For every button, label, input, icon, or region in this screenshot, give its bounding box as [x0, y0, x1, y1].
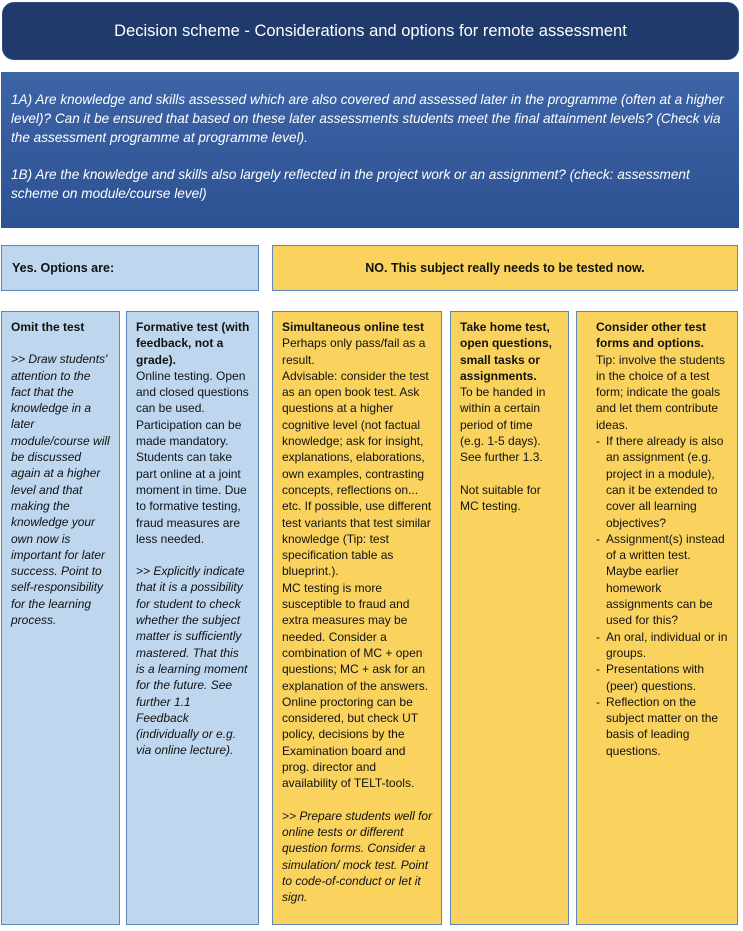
- simultaneous-body-2: Advisable: consider the test as an open book test. Ask questions at a higher cognitive level (not factual knowledge; ask for insight, explanations, elaborations, own examples, contrasting concepts, reflections on... etc. If possible, use different test variants that test similar knowledge (Tip: test specification table as blueprint.).: [282, 368, 432, 579]
- other-tip: Tip: involve the students in the choice of a test form; indicate the goals and let them contribute ideas.: [596, 352, 725, 432]
- other-options-list: [596, 433, 729, 759]
- list-item: - If there already is also an assignment (e.g. project in a module), can it be extended to cover all learning objectives?: [596, 433, 729, 531]
- question-1b: 1B) Are the knowledge and skills also largely reflected in the project work or an assignment? (check: assessment scheme on module/course level): [11, 167, 690, 201]
- question-1a: 1A) Are knowledge and skills assessed which are also covered and assessed later in the programme (often at a higher level)? Can it be ensured that based on these later assessments students meet the final attainment levels? (Check via the assessment programme at programme level).: [11, 92, 724, 145]
- questions-panel: [1, 72, 739, 228]
- yes-header: [1, 245, 259, 291]
- yes-header-label: Yes. Options are:: [12, 261, 115, 275]
- option-formative-test: [126, 311, 259, 925]
- option-take-home-test: [450, 311, 569, 925]
- omit-body: >> Draw students' attention to the fact that the knowledge in a later module/course will be discussed again at a higher level and that making the knowledge your own now is important for later success. Point to self-responsibility for the learning process.: [11, 352, 110, 628]
- list-item: - Reflection on the subject matter on the basis of leading questions.: [596, 694, 729, 759]
- option-omit-test: [1, 311, 120, 925]
- takehome-heading: Take home test, open questions, small tasks or assignments.: [460, 320, 553, 383]
- simultaneous-body-4: Online proctoring can be considered, but check UT policy, decisions by the Examination board and prog. director and availability of TELT-tools.: [282, 694, 418, 791]
- simultaneous-body-3: MC testing is more susceptible to fraud and extra measures may be needed. Consider a combination of MC + open questions; MC + ask for an explanation of the answers.: [282, 580, 429, 693]
- list-item: - Assignment(s) instead of a written test. Maybe earlier homework assignments can be used for this?: [596, 531, 729, 629]
- formative-tip: >> Explicitly indicate that it is a possibility for student to check whether the subject matter is sufficiently mastered. That this is a learning moment for the future. See further 1.1: [136, 564, 248, 709]
- option-simultaneous-online-test: [272, 311, 442, 925]
- list-item: - Presentations with (peer) questions.: [596, 661, 729, 694]
- formative-heading: Formative test (with feedback, not a grade).: [136, 320, 250, 367]
- takehome-body: To be handed in within a certain period of time (e.g. 1-5 days). See further 1.3.: [460, 385, 546, 465]
- simultaneous-body-1: Perhaps only pass/fail as a result.: [282, 336, 426, 367]
- simultaneous-tip: >> Prepare students well for online tests or different question forms. Consider a simulation/ mock test. Point to code-of-conduct or let it sign.: [282, 808, 433, 905]
- takehome-note: Not suitable for MC testing.: [460, 482, 541, 513]
- simultaneous-heading: Simultaneous online test: [282, 320, 425, 334]
- omit-heading: Omit the test: [11, 320, 85, 334]
- page-title: Decision scheme - Considerations and options for remote assessment: [2, 2, 739, 60]
- option-other-test-forms: [576, 311, 738, 925]
- formative-feedback: Feedback (individually or e.g. via online lecture).: [136, 710, 237, 758]
- formative-body: Online testing. Open and closed questions can be used. Participation can be made mandatory. Students can take part online at a joint moment in time. Due to formative testing, fraud measures are less needed.: [136, 368, 249, 546]
- other-heading: Consider other test forms and options.: [596, 320, 707, 351]
- no-header-label: NO. This subject really needs to be tested now.: [365, 261, 645, 275]
- no-header: [272, 245, 738, 291]
- list-item: - An oral, individual or in groups.: [596, 629, 729, 662]
